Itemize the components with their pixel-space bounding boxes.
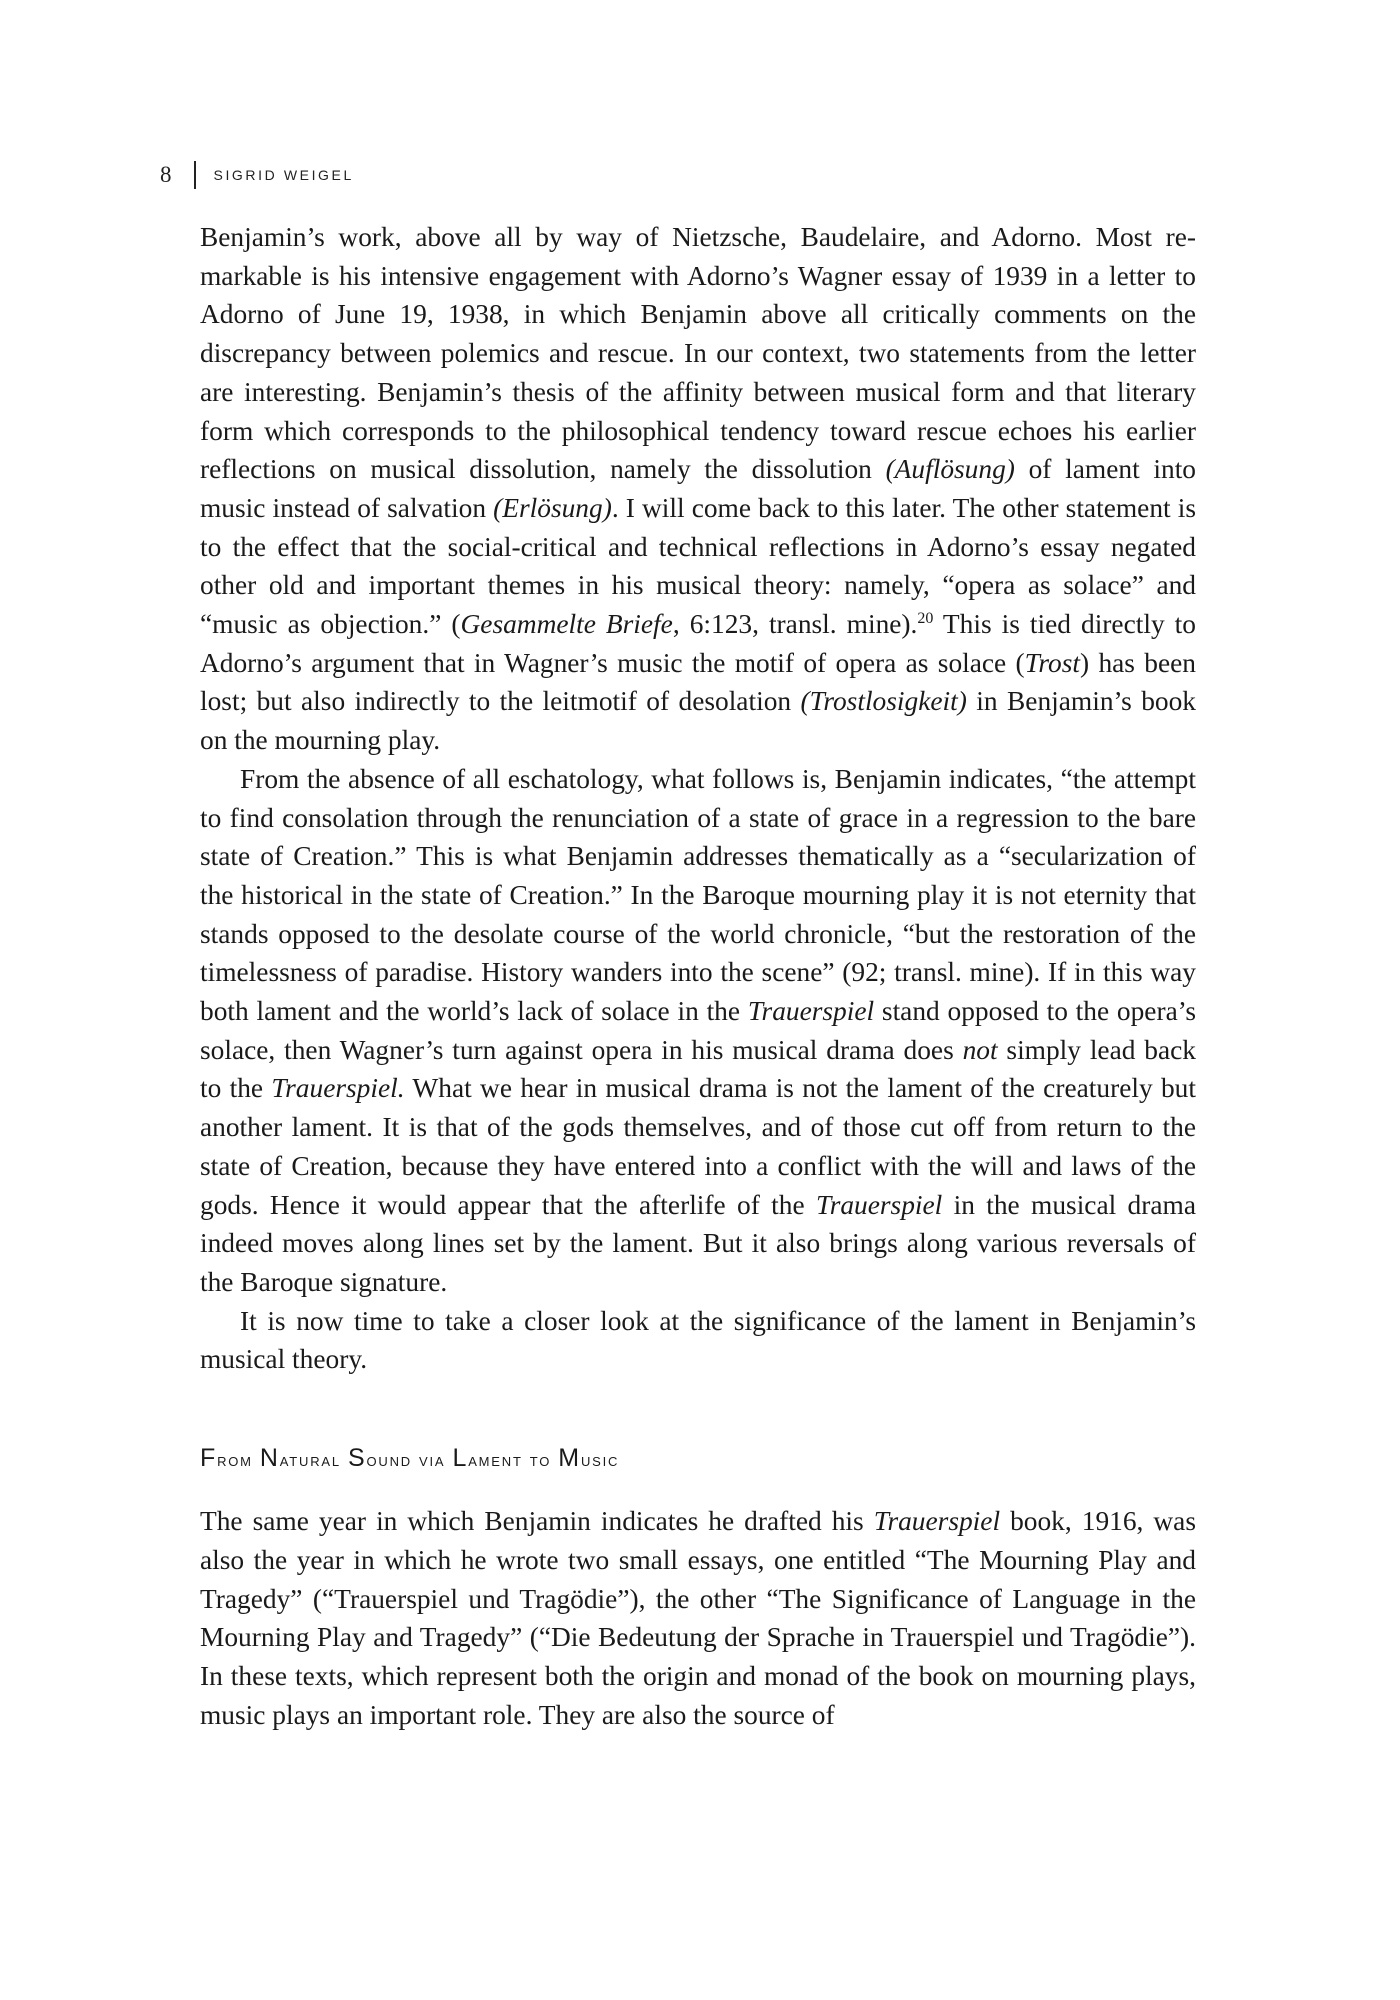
text-run: ) has been lost; but also indirectly to the leitmotif of desolation — [200, 647, 1196, 717]
heading-word: atural — [279, 1450, 341, 1472]
paragraph-4 — [200, 1502, 1196, 1734]
section-heading — [200, 1443, 1196, 1476]
text-run: This is tied directly to Adorno’s argument that in Wagner’s music the motif of opera as solace ( — [200, 609, 1196, 678]
text-run: What we hear in musical drama is not the lament of the creaturely but another lament. It is that of the gods themselves, and of those cut off from return to the state of Creation, because they have entered into a conflict with the will and laws of the gods. Hence it would appear that the afterlife of the — [200, 1073, 1196, 1220]
paragraph-1 — [200, 218, 1196, 760]
text-run: book, 1916, was also the year in which he wrote two small essays, one entitled “The Mourning Play and Tragedy” (“Trauerspiel und Tragödie”), the other “The Significance of Language in the Mourning Play and Tragedy” (“Die Bedeutung der Sprache in Trauerspiel und Tragödie”). In these texts, which represent both the origin and monad of the book on mourning plays, music plays an important role. They are also the source of — [200, 1506, 1196, 1730]
heading-word: rom — [217, 1450, 253, 1472]
italic-title: Gesammelte Briefe — [460, 609, 673, 640]
heading-initial: S — [347, 1444, 367, 1473]
text-run: , 6:123, transl. mine). — [672, 609, 918, 640]
italic-term: Trauerspiel — [815, 1189, 943, 1220]
italic-emphasis: not — [962, 1034, 998, 1065]
running-head-author: SIGRID WEIGEL — [213, 167, 354, 183]
italic-term: Trauerspiel. — [271, 1073, 405, 1104]
italic-term: (Erlösung) — [493, 492, 612, 523]
heading-initial: F — [200, 1444, 218, 1473]
text-run: in the musical drama indeed moves along lines set by the lament. But it also brings along various reversals of the Baroque signature. — [200, 1189, 1196, 1297]
running-head — [160, 160, 354, 190]
heading-word: ament to — [468, 1450, 552, 1472]
body-text — [200, 218, 1196, 1734]
running-head-divider — [194, 161, 196, 189]
heading-initial: M — [558, 1444, 581, 1473]
heading-initial: L — [452, 1444, 469, 1473]
heading-word: ound via — [366, 1450, 446, 1472]
text-run: in Benjamin’s book on the mourning play. — [200, 686, 1196, 756]
footnote-marker: 20 — [917, 609, 934, 627]
text-run: The same year in which Benjamin indicates he drafted his — [200, 1506, 874, 1537]
italic-term: (Auflösung) — [885, 454, 1015, 485]
italic-term: Trauerspiel — [873, 1506, 1001, 1537]
text-run: stand opposed to the opera’s solace, then Wagner’s turn against opera in his musical drama does — [200, 996, 1196, 1065]
paragraph-2 — [200, 760, 1196, 1302]
text-run: of lament into music instead of salvation — [200, 454, 1196, 523]
heading-initial: N — [259, 1444, 280, 1473]
text-run: simply lead back to the — [200, 1034, 1196, 1104]
italic-term: Trauerspiel — [747, 996, 875, 1027]
page-number: 8 — [160, 162, 172, 187]
text-run: ( — [451, 609, 461, 640]
paragraph-3: It is now time to take a closer look at the significance of the lament in Benjamin’s musical theory. — [200, 1305, 1196, 1375]
text-run: Benjamin’s work, above all by way of Nietzsche, Baudelaire, and Adorno. Most remarkable is his intensive engagement with Adorno’s Wagner essay of 1939 in a letter to Adorno of June 19, 1938, in which Benjamin above all critically comments on the discrepancy between polemics and rescue. In our context, two statements from the letter are interesting. Benjamin’s thesis of the affinity between musical form and that literary form which corresponds to the philosophical tendency toward rescue echoes his earlier reflections on musical dissolution, namely the dissolution — [200, 222, 1196, 485]
italic-term: (Trostlosigkeit) — [800, 686, 967, 717]
italic-term: Trost — [1024, 647, 1081, 678]
heading-word: usic — [580, 1450, 620, 1472]
text-run: . I will come back to this later. The other statement is to the effect that the social-critical and technical reflections in Adorno’s essay negated other old and important themes in his musical theory: namely, “opera as solace” and “music as objection.” — [200, 492, 1196, 640]
text-run: From the absence of all eschatology, what follows is, Benjamin indicates, “the attempt to find consolation through the renunciation of a state of grace in a regression to the bare state of Creation.” This is what Benjamin addresses thematically as a “secularization of the historical in the state of Creation.” In the Baroque mourning play it is not eternity that stands opposed to the desolate course of the world chronicle, “but the restoration of the timelessness of paradise. History wanders into the scene” (92; transl. mine). If in this way both lament and the world’s lack of solace in the — [200, 763, 1196, 1027]
